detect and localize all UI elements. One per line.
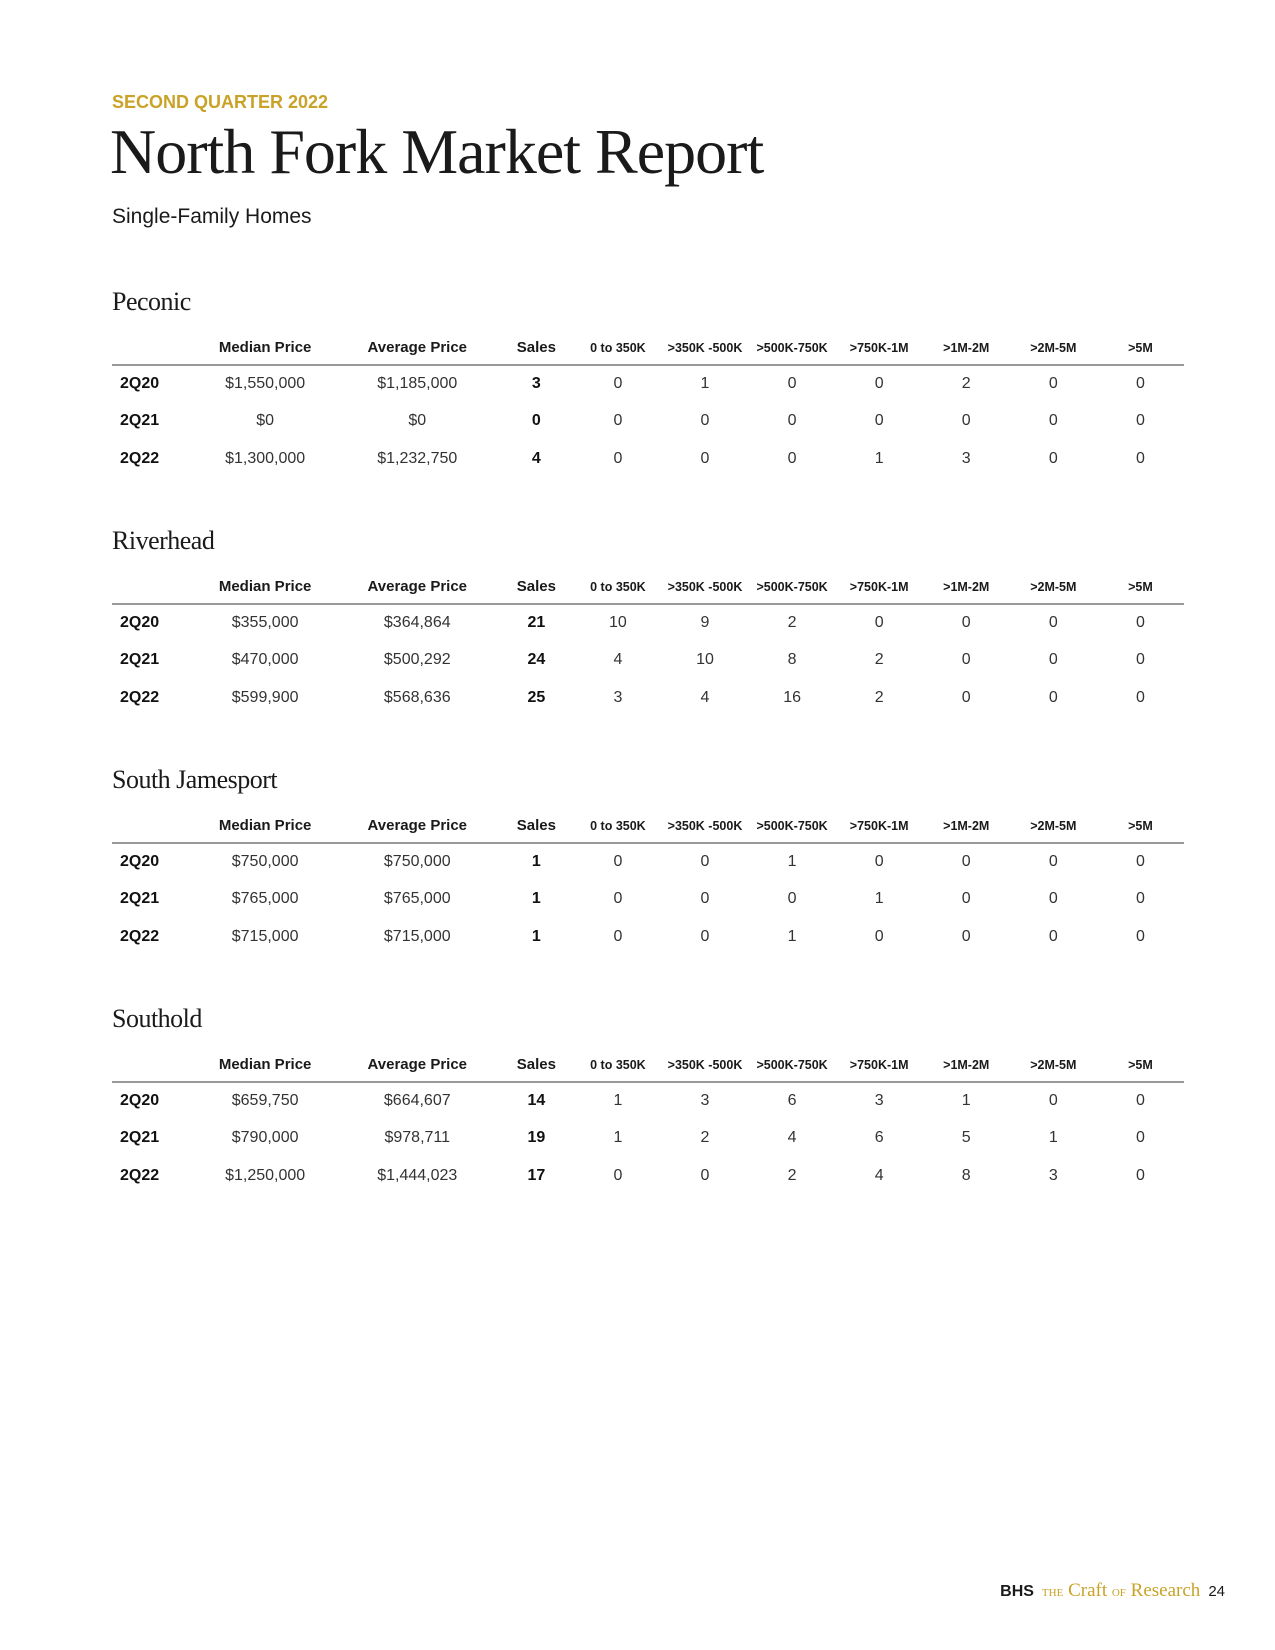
footer (1000, 1580, 1225, 1602)
table-cell: 0 (1135, 890, 1145, 908)
table-cell: 2Q20 (120, 853, 160, 871)
table-cell: 2 (787, 1166, 797, 1184)
column-header: Average Price (336, 331, 498, 365)
table-cell: 0 (1135, 853, 1145, 871)
table-cell: 19 (527, 1129, 546, 1147)
table-cell: 0 (1135, 449, 1145, 467)
column-header: Sales (498, 1048, 574, 1082)
column-header: >5M (1097, 1048, 1184, 1082)
market-table (112, 570, 1184, 717)
table-row (112, 843, 1184, 881)
table-cell: 2 (787, 614, 797, 632)
table-cell: 0 (613, 1166, 623, 1184)
table-cell: 0 (961, 853, 971, 871)
table-cell: 2 (874, 651, 884, 669)
table-cell: 0 (961, 688, 971, 706)
column-header: >5M (1097, 809, 1184, 843)
table-cell: $599,900 (231, 688, 299, 706)
table-row (112, 918, 1184, 956)
column-header: >5M (1097, 331, 1184, 365)
table-cell: 0 (874, 375, 884, 393)
column-header: >500K-750K (749, 331, 836, 365)
table-cell: 8 (961, 1166, 971, 1184)
table-cell: 2Q22 (120, 449, 160, 467)
table-cell: 0 (1135, 651, 1145, 669)
table-row (112, 1157, 1184, 1195)
table-cell: 0 (1048, 1092, 1058, 1110)
table-cell: 1 (961, 1092, 971, 1110)
page-number: 24 (1208, 1583, 1225, 1600)
table-cell: 3 (531, 375, 541, 393)
column-header: 0 to 350K (574, 809, 661, 843)
table-row (112, 403, 1184, 441)
column-header: >500K-750K (749, 570, 836, 604)
table-cell: $978,711 (384, 1129, 451, 1147)
table-cell: 21 (527, 614, 546, 632)
table-row (112, 881, 1184, 919)
table-cell: 0 (613, 927, 623, 945)
page-subtitle: Single-Family Homes (112, 205, 312, 228)
table-cell: 0 (1048, 853, 1058, 871)
table-cell: $790,000 (231, 1129, 299, 1147)
table-cell: 0 (531, 412, 541, 430)
column-header: >2M-5M (1010, 1048, 1097, 1082)
table-cell: 0 (1135, 927, 1145, 945)
section-peconic (112, 287, 1184, 478)
column-header: Average Price (336, 809, 498, 843)
table-cell: $750,000 (383, 853, 451, 871)
table-cell: 1 (787, 927, 797, 945)
table-cell: 2Q20 (120, 375, 160, 393)
column-header: >350K -500K (661, 570, 748, 604)
table-cell: 0 (700, 853, 710, 871)
table-cell: 3 (700, 1092, 710, 1110)
table-cell: 0 (700, 412, 710, 430)
table-cell: 0 (1048, 449, 1058, 467)
table-cell: 0 (1048, 890, 1058, 908)
column-header (112, 331, 194, 365)
table-cell: 2Q21 (120, 890, 160, 908)
table-cell: 2Q22 (120, 1166, 160, 1184)
table-cell: 2 (961, 375, 971, 393)
table-cell: 2Q20 (120, 1092, 160, 1110)
column-header: >350K -500K (661, 1048, 748, 1082)
table-cell: $364,864 (383, 614, 451, 632)
section-title: South Jamesport (112, 765, 278, 794)
table-cell: 0 (961, 890, 971, 908)
table-cell: 1 (531, 890, 541, 908)
table-cell: 3 (874, 1092, 884, 1110)
table-cell: 1 (874, 449, 884, 467)
column-header: Median Price (194, 1048, 336, 1082)
table-cell: 0 (1048, 688, 1058, 706)
section-south-jamesport (112, 765, 1184, 956)
table-cell: 1 (613, 1092, 623, 1110)
table-cell: 0 (700, 890, 710, 908)
table-cell: 3 (961, 449, 971, 467)
table-cell: 0 (961, 614, 971, 632)
table-cell: 6 (787, 1092, 797, 1110)
table-cell: 0 (613, 853, 623, 871)
column-header: Sales (498, 570, 574, 604)
table-cell: 0 (1048, 651, 1058, 669)
column-header: >750K-1M (836, 809, 923, 843)
table-cell: 17 (527, 1166, 546, 1184)
table-cell: 24 (527, 651, 546, 669)
table-cell: 2 (874, 688, 884, 706)
table-cell: 0 (787, 449, 797, 467)
column-header: >750K-1M (836, 331, 923, 365)
table-cell: 0 (874, 412, 884, 430)
table-cell: 0 (961, 651, 971, 669)
table-cell: $1,300,000 (225, 449, 306, 467)
market-table (112, 1048, 1184, 1195)
table-cell: 0 (1135, 1129, 1145, 1147)
column-header: 0 to 350K (574, 1048, 661, 1082)
table-cell: $568,636 (383, 688, 451, 706)
table-cell: $1,232,750 (377, 449, 458, 467)
table-cell: 4 (613, 651, 623, 669)
column-header: >2M-5M (1010, 809, 1097, 843)
column-header (112, 570, 194, 604)
section-title: Southold (112, 1004, 202, 1033)
column-header: >2M-5M (1010, 570, 1097, 604)
table-cell: 1 (1048, 1129, 1058, 1147)
table-cell: 4 (874, 1166, 884, 1184)
table-cell: 0 (1135, 688, 1145, 706)
table-cell: 1 (700, 375, 710, 393)
table-cell: 16 (783, 688, 801, 706)
table-cell: 1 (874, 890, 884, 908)
table-cell: 0 (1048, 614, 1058, 632)
table-cell: $470,000 (231, 651, 299, 669)
column-header: 0 to 350K (574, 331, 661, 365)
table-cell: $1,550,000 (225, 375, 306, 393)
table-cell: 0 (1048, 412, 1058, 430)
table-cell: 10 (609, 614, 627, 632)
table-cell: 4 (700, 688, 710, 706)
table-cell: 2Q21 (120, 412, 160, 430)
table-cell: 9 (700, 614, 710, 632)
table-cell: 3 (613, 688, 623, 706)
table-cell: 0 (613, 412, 623, 430)
table-cell: 0 (961, 412, 971, 430)
table-cell: $355,000 (231, 614, 299, 632)
table-cell: 0 (787, 375, 797, 393)
column-header: >500K-750K (749, 809, 836, 843)
table-row (112, 365, 1184, 403)
market-table (112, 331, 1184, 478)
table-cell: 14 (527, 1092, 546, 1110)
table-cell: $659,750 (231, 1092, 299, 1110)
brand-logo: BHS (1000, 1583, 1034, 1600)
column-header: >500K-750K (749, 1048, 836, 1082)
table-cell: 0 (1135, 412, 1145, 430)
table-cell: $765,000 (231, 890, 299, 908)
column-header: Median Price (194, 331, 336, 365)
table-cell: 0 (1135, 1092, 1145, 1110)
column-header: >750K-1M (836, 570, 923, 604)
table-cell: $1,444,023 (377, 1166, 458, 1184)
column-header: Sales (498, 331, 574, 365)
table-cell: 0 (787, 412, 797, 430)
table-cell: 10 (696, 651, 714, 669)
table-cell: 0 (613, 890, 623, 908)
table-cell: $715,000 (231, 927, 299, 945)
table-cell: $664,607 (383, 1092, 451, 1110)
table-cell: 2Q22 (120, 688, 160, 706)
table-cell: 0 (787, 890, 797, 908)
table-cell: $750,000 (231, 853, 299, 871)
table-cell: $765,000 (383, 890, 451, 908)
table-cell: 0 (1048, 375, 1058, 393)
section-title: Peconic (112, 287, 191, 316)
table-row (112, 604, 1184, 642)
column-header: >1M-2M (923, 809, 1010, 843)
table-cell: 6 (874, 1129, 884, 1147)
table-cell: 2Q21 (120, 1129, 160, 1147)
table-cell: $1,250,000 (225, 1166, 306, 1184)
section-title: Riverhead (112, 526, 215, 555)
table-cell: 8 (787, 651, 797, 669)
table-cell: $0 (256, 412, 275, 430)
column-header: Average Price (336, 570, 498, 604)
table-cell: 0 (700, 1166, 710, 1184)
table-cell: $0 (408, 412, 427, 430)
table-cell: 0 (1048, 927, 1058, 945)
column-header: >350K -500K (661, 809, 748, 843)
table-row (112, 1120, 1184, 1158)
table-cell: 2Q22 (120, 927, 160, 945)
column-header: >2M-5M (1010, 331, 1097, 365)
table-cell: 1 (531, 927, 541, 945)
table-cell: 0 (874, 614, 884, 632)
column-header: 0 to 350K (574, 570, 661, 604)
table-cell: 1 (531, 853, 541, 871)
column-header: Sales (498, 809, 574, 843)
table-cell: 0 (613, 449, 623, 467)
table-cell: 2Q21 (120, 651, 160, 669)
table-row (112, 1082, 1184, 1120)
table-cell: 25 (527, 688, 546, 706)
column-header: >350K -500K (661, 331, 748, 365)
column-header: >5M (1097, 570, 1184, 604)
table-cell: 0 (961, 927, 971, 945)
table-cell: 3 (1048, 1166, 1058, 1184)
table-cell: 2Q20 (120, 614, 160, 632)
page-title: North Fork Market Report (110, 116, 764, 187)
column-header: >1M-2M (923, 331, 1010, 365)
table-cell: 0 (874, 927, 884, 945)
market-table (112, 809, 1184, 956)
table-cell: 5 (961, 1129, 971, 1147)
column-header: >1M-2M (923, 1048, 1010, 1082)
table-cell: 0 (700, 449, 710, 467)
table-cell: $715,000 (383, 927, 451, 945)
table-cell: 0 (1135, 1166, 1145, 1184)
report-eyebrow: SECOND QUARTER 2022 (112, 92, 329, 112)
table-cell: $500,292 (383, 651, 451, 669)
table-cell: $1,185,000 (377, 375, 458, 393)
column-header: >1M-2M (923, 570, 1010, 604)
section-riverhead (112, 526, 1184, 717)
table-cell: 2 (700, 1129, 710, 1147)
table-cell: 4 (787, 1129, 797, 1147)
section-southold (112, 1004, 1184, 1195)
column-header: Median Price (194, 570, 336, 604)
table-row (112, 642, 1184, 680)
table-cell: 1 (787, 853, 797, 871)
column-header: Average Price (336, 1048, 498, 1082)
table-cell: 0 (613, 375, 623, 393)
table-row (112, 440, 1184, 478)
column-header: Median Price (194, 809, 336, 843)
tagline: THE Craft OF Research (1041, 1580, 1201, 1601)
table-cell: 4 (531, 449, 541, 467)
column-header (112, 1048, 194, 1082)
table-cell: 0 (874, 853, 884, 871)
column-header: >750K-1M (836, 1048, 923, 1082)
table-cell: 0 (700, 927, 710, 945)
table-cell: 1 (613, 1129, 623, 1147)
table-cell: 0 (1135, 375, 1145, 393)
table-row (112, 679, 1184, 717)
table-cell: 0 (1135, 614, 1145, 632)
column-header (112, 809, 194, 843)
